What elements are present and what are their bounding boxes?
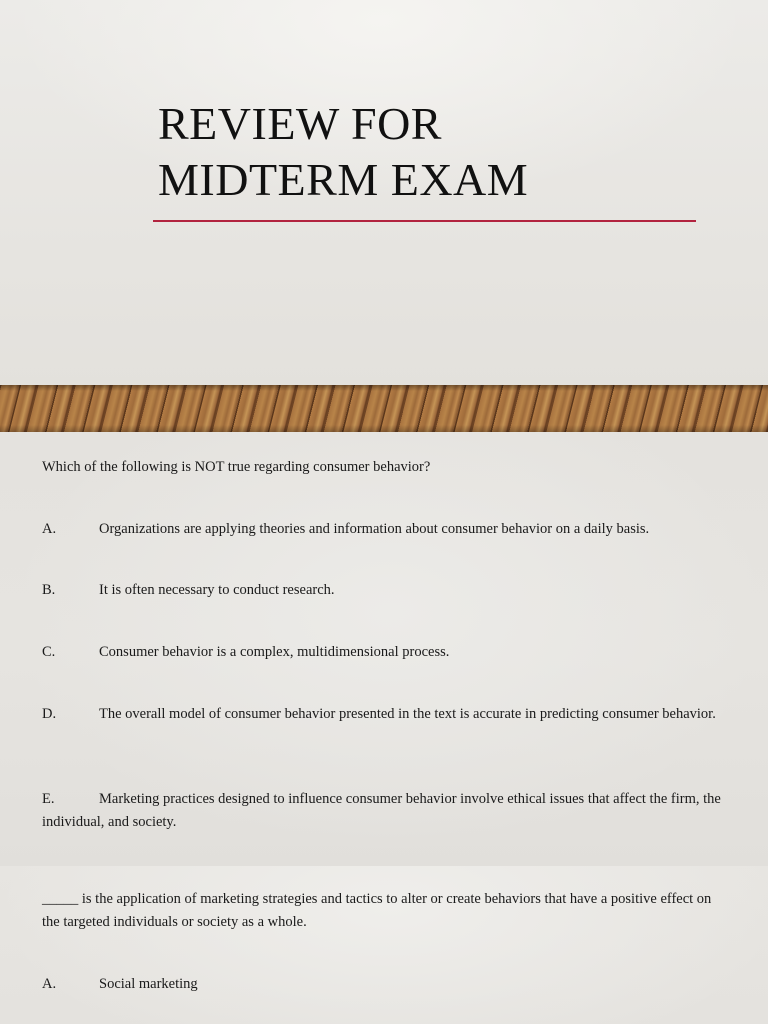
option-a [42, 518, 732, 541]
question-text: _____ is the application of marketing strategies and tactics to alter or create behaviors that have a positive effect on the targeted individuals or society as a whole. [42, 891, 712, 930]
question-slide-1 [0, 432, 768, 866]
title-line-1: REVIEW FOR [158, 98, 442, 149]
title-line-2: MIDTERM EXAM [158, 154, 529, 205]
wood-floor-decoration [0, 385, 768, 432]
option-text: Consumer behavior is a complex, multidimensional process. [99, 644, 450, 660]
option-c [42, 641, 732, 664]
option-letter: E. [42, 791, 55, 807]
option-text: Marketing practices designed to influence consumer behavior involve ethical issues that affect the firm, the individual, and society. [42, 791, 721, 830]
title-divider [153, 220, 696, 222]
option-letter: C. [42, 644, 56, 660]
option-a [42, 973, 732, 996]
option-letter: B. [42, 582, 56, 598]
option-d [42, 703, 732, 726]
question-text: Which of the following is NOT true regarding consumer behavior? [42, 459, 431, 475]
option-letter: A. [42, 976, 57, 992]
title-slide [0, 0, 768, 432]
option-letter: A. [42, 521, 57, 537]
option-text: Social marketing [99, 976, 198, 992]
option-text: It is often necessary to conduct research. [99, 582, 335, 598]
slide-title [158, 96, 718, 208]
question-slide-2 [0, 866, 768, 1024]
option-text: Organizations are applying theories and information about consumer behavior on a daily basis. [99, 521, 650, 537]
option-b [42, 579, 732, 602]
option-text: The overall model of consumer behavior presented in the text is accurate in predicting consumer behavior. [99, 706, 716, 722]
option-letter: D. [42, 706, 57, 722]
option-e [42, 788, 732, 834]
